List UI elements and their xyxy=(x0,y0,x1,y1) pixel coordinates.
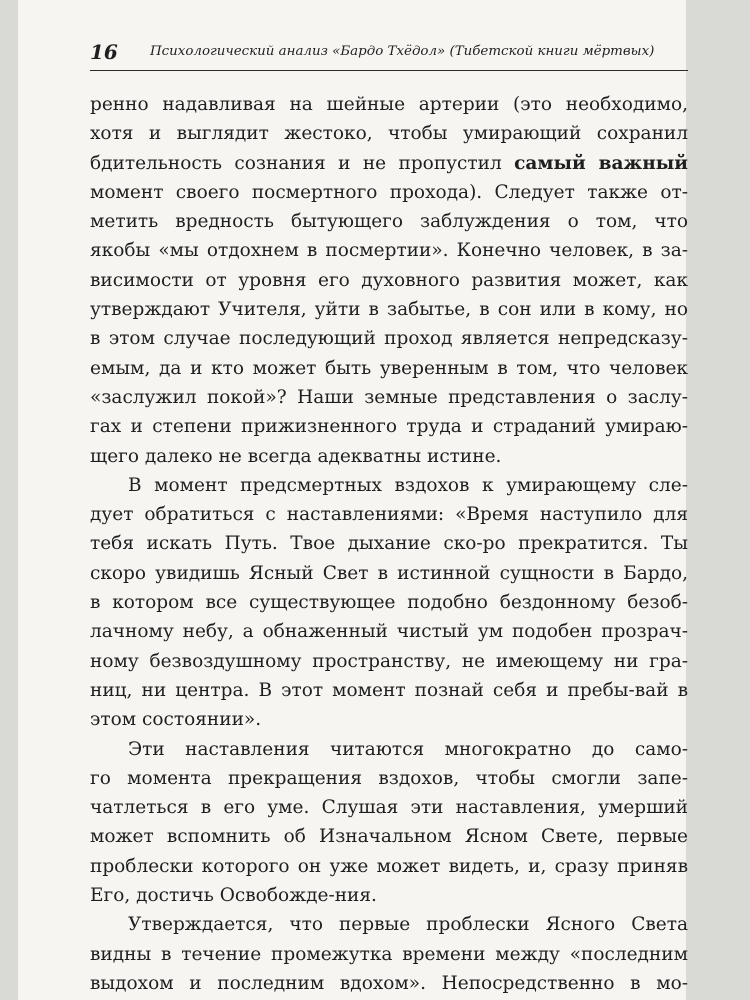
text-line: щего далеко не всегда адекватны истине. xyxy=(90,445,502,467)
text-line: проблески которого он уже может видеть, и, сразу приняв xyxy=(90,855,688,877)
text-line: ниц, ни центра. В этот момент познай себя и пребы-вай в xyxy=(90,679,688,701)
text-line: Утверждается, что первые проблески Ясного Света xyxy=(128,914,688,936)
text-line: чатлеться в его уме. Слушая эти наставления, умерший xyxy=(90,797,688,819)
text-line: может вспомнить об Изначальном Ясном Свете, первые xyxy=(90,826,688,848)
text-segment: бдительность сознания и не пропустил xyxy=(90,152,515,174)
body-text xyxy=(90,90,688,998)
text-line: висимости от уровня его духовного развития может, как xyxy=(90,269,688,291)
paragraph-2 xyxy=(90,471,688,735)
text-line: видны в течение промежутка времени между «последним xyxy=(90,943,688,965)
running-title: Психологический анализ «Бардо Тхёдол» (Тибетской книги мёртвых) xyxy=(150,44,655,59)
text-line: лачному небу, а обнаженный чистый ум подобен прозрач- xyxy=(90,621,688,643)
text-line: «заслужил покой»? Наши земные представления о заслу- xyxy=(90,386,688,408)
page-header xyxy=(90,34,688,71)
text-line: якобы «мы отдохнем в посмертии». Конечно человек, в за- xyxy=(90,240,688,262)
text-line: метить вредность бытующего заблуждения о том, что xyxy=(90,211,688,233)
text-line: дует обратиться с наставлениями: «Время наступило для xyxy=(90,504,688,526)
text-line: Его, достичь Освобожде-ния. xyxy=(90,885,377,907)
text-line: В момент предсмертных вздохов к умирающему сле- xyxy=(128,474,688,496)
paragraph-3 xyxy=(90,735,688,911)
text-line: емым, да и кто может быть уверенным в том, что человек xyxy=(90,357,688,379)
bold-emphasis: самый важный xyxy=(514,152,689,174)
page-number: 16 xyxy=(90,40,118,64)
text-line: го момента прекращения вздохов, чтобы смогли запе- xyxy=(90,767,688,789)
text-line: скоро увидишь Ясный Свет в истинной сущности в Бардо, xyxy=(90,562,688,584)
text-line: выдохом и последним вдохом». Непосредственно в мо- xyxy=(90,972,688,994)
text-line: ному безвоздушному пространству, не имеющему ни гра- xyxy=(90,650,688,672)
paragraph-1 xyxy=(90,90,688,471)
text-line xyxy=(90,149,688,178)
text-line: в котором все существующее подобно бездонному безоб- xyxy=(90,592,688,614)
text-line: этом состоянии». xyxy=(90,709,262,731)
text-line: тебя искать Путь. Твое дыхание ско-ро прекратится. Ты xyxy=(90,533,688,555)
text-line: хотя и выглядит жестоко, чтобы умирающий сохранил xyxy=(90,123,688,145)
book-page xyxy=(18,0,689,1000)
text-line: момент своего посмертного прохода). Следует также от- xyxy=(90,181,688,203)
text-line: Эти наставления читаются многократно до само- xyxy=(128,738,688,760)
text-line: гах и степени прижизненного труда и страданий умираю- xyxy=(90,416,688,438)
text-line: ренно надавливая на шейные артерии (это необходимо, xyxy=(90,94,688,115)
paragraph-4 xyxy=(90,910,688,998)
text-line: в этом случае последующий проход является непредсказу- xyxy=(90,328,688,350)
text-line: утверждают Учителя, уйти в забытье, в сон или в кому, но xyxy=(90,299,688,321)
